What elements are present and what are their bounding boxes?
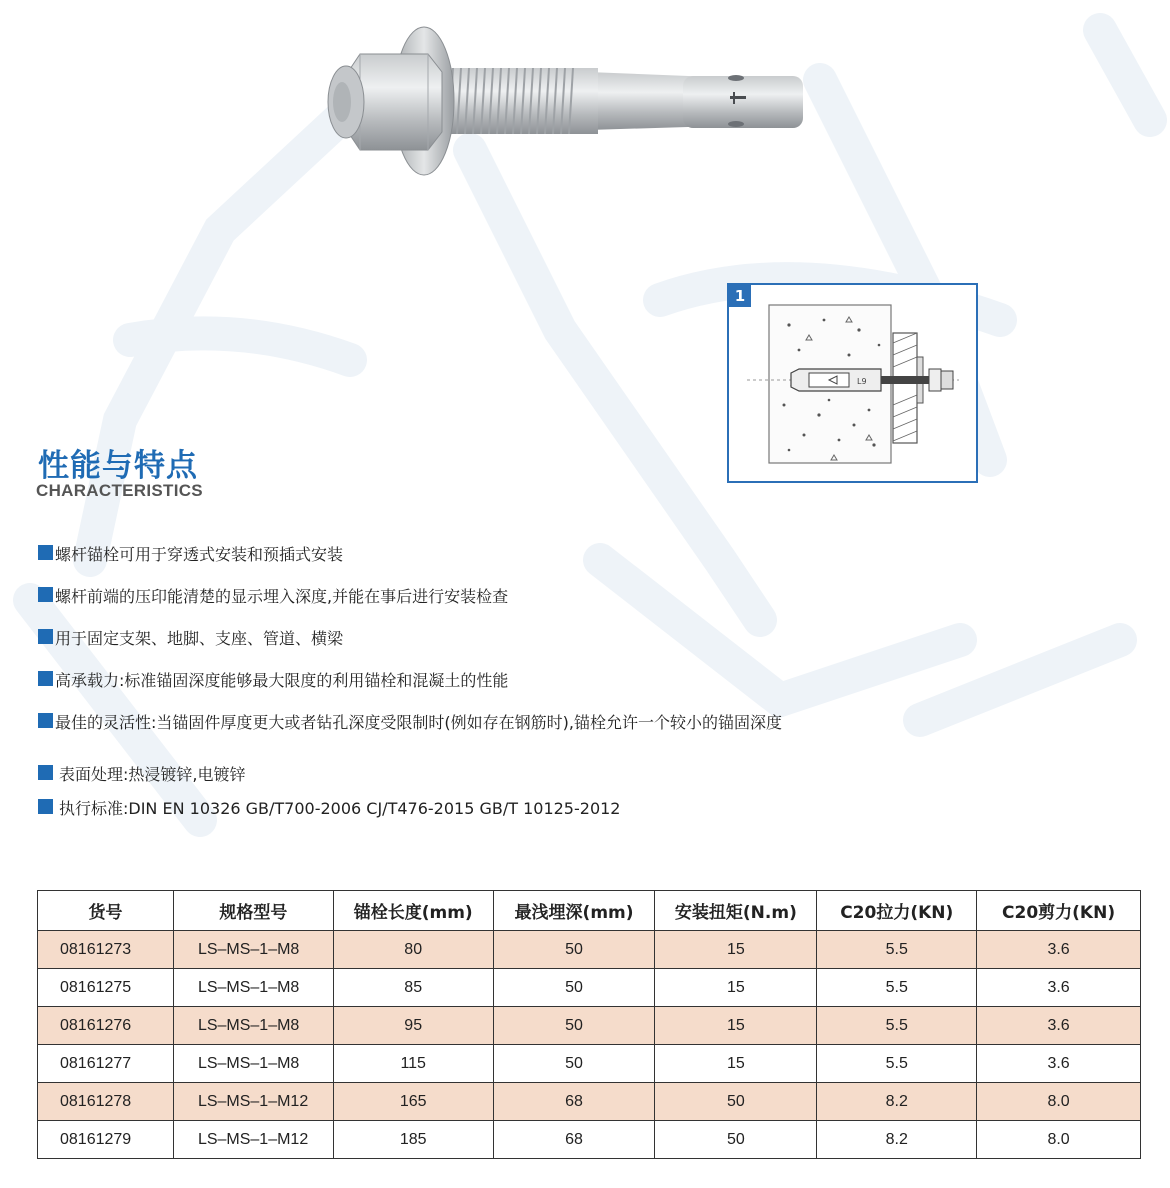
cell-model: LS–MS–1–M12 bbox=[173, 1121, 333, 1159]
cell-torque: 50 bbox=[655, 1121, 817, 1159]
standard-note: 执行标准:DIN EN 10326 GB/T700-2006 CJ/T476-2015 GB/T 10125-2012 bbox=[38, 796, 620, 830]
cell-tension: 5.5 bbox=[817, 1045, 977, 1083]
bullet-square-icon bbox=[38, 587, 53, 602]
table-row bbox=[38, 1045, 1141, 1083]
cell-item-no: 08161278 bbox=[38, 1083, 174, 1121]
cell-item-no: 08161275 bbox=[38, 969, 174, 1007]
header-item-no: 货号 bbox=[38, 891, 174, 931]
header-length: 锚栓长度(mm) bbox=[333, 891, 493, 931]
cell-item-no: 08161276 bbox=[38, 1007, 174, 1045]
cell-model: LS–MS–1–M8 bbox=[173, 931, 333, 969]
bullet-square-icon bbox=[38, 799, 53, 814]
header-torque: 安装扭矩(N.m) bbox=[655, 891, 817, 931]
cell-tension: 5.5 bbox=[817, 1007, 977, 1045]
surface-treatment-note: 表面处理:热浸镀锌,电镀锌 bbox=[38, 762, 620, 796]
cell-length: 95 bbox=[333, 1007, 493, 1045]
cell-min-depth: 68 bbox=[493, 1121, 655, 1159]
cell-min-depth: 50 bbox=[493, 1007, 655, 1045]
cell-tension: 5.5 bbox=[817, 931, 977, 969]
cell-item-no: 08161273 bbox=[38, 931, 174, 969]
bullet-square-icon bbox=[38, 713, 53, 728]
installation-diagram bbox=[727, 283, 978, 483]
header-min-depth: 最浅埋深(mm) bbox=[493, 891, 655, 931]
table-row bbox=[38, 1083, 1141, 1121]
marker-label: L9 bbox=[857, 377, 867, 386]
cell-torque: 15 bbox=[655, 1007, 817, 1045]
feature-item: 最佳的灵活性:当锚固件厚度更大或者钻孔深度受限制时(例如存在钢筋时),锚栓允许一个较小的锚固深度 bbox=[38, 710, 782, 752]
cell-min-depth: 50 bbox=[493, 969, 655, 1007]
cell-shear: 8.0 bbox=[977, 1121, 1141, 1159]
cell-model: LS–MS–1–M8 bbox=[173, 969, 333, 1007]
cell-model: LS–MS–1–M8 bbox=[173, 1007, 333, 1045]
cell-length: 165 bbox=[333, 1083, 493, 1121]
cell-torque: 15 bbox=[655, 931, 817, 969]
cell-tension: 5.5 bbox=[817, 969, 977, 1007]
bullet-square-icon bbox=[38, 671, 53, 686]
bullet-square-icon bbox=[38, 765, 53, 780]
cell-length: 185 bbox=[333, 1121, 493, 1159]
spec-table bbox=[37, 890, 1141, 1159]
table-row bbox=[38, 969, 1141, 1007]
bullet-square-icon bbox=[38, 545, 53, 560]
cell-item-no: 08161277 bbox=[38, 1045, 174, 1083]
feature-item: 用于固定支架、地脚、支座、管道、横梁 bbox=[38, 626, 782, 668]
section-subtitle: CHARACTERISTICS bbox=[36, 481, 203, 500]
cell-shear: 3.6 bbox=[977, 969, 1141, 1007]
cell-shear: 8.0 bbox=[977, 1083, 1141, 1121]
cell-shear: 3.6 bbox=[977, 931, 1141, 969]
features-list bbox=[38, 542, 782, 752]
cell-torque: 15 bbox=[655, 969, 817, 1007]
cell-torque: 50 bbox=[655, 1083, 817, 1121]
table-row bbox=[38, 1121, 1141, 1159]
cell-shear: 3.6 bbox=[977, 1045, 1141, 1083]
cell-item-no: 08161279 bbox=[38, 1121, 174, 1159]
cell-model: LS–MS–1–M12 bbox=[173, 1083, 333, 1121]
anchor-bolt-image bbox=[318, 20, 818, 190]
installation-drawing bbox=[729, 285, 980, 485]
bullet-square-icon bbox=[38, 629, 53, 644]
cell-tension: 8.2 bbox=[817, 1083, 977, 1121]
cell-min-depth: 68 bbox=[493, 1083, 655, 1121]
cell-tension: 8.2 bbox=[817, 1121, 977, 1159]
header-shear: C20剪力(KN) bbox=[977, 891, 1141, 931]
feature-item: 螺杆锚栓可用于穿透式安装和预插式安装 bbox=[38, 542, 782, 584]
table-row bbox=[38, 1007, 1141, 1045]
cell-length: 80 bbox=[333, 931, 493, 969]
feature-item: 螺杆前端的压印能清楚的显示埋入深度,并能在事后进行安装检查 bbox=[38, 584, 782, 626]
header-model: 规格型号 bbox=[173, 891, 333, 931]
spec-notes-list bbox=[38, 762, 620, 830]
table-row bbox=[38, 931, 1141, 969]
cell-min-depth: 50 bbox=[493, 1045, 655, 1083]
cell-length: 85 bbox=[333, 969, 493, 1007]
cell-shear: 3.6 bbox=[977, 1007, 1141, 1045]
header-tension: C20拉力(KN) bbox=[817, 891, 977, 931]
table-header-row bbox=[38, 891, 1141, 931]
section-title: 性能与特点 bbox=[38, 448, 198, 484]
cell-model: LS–MS–1–M8 bbox=[173, 1045, 333, 1083]
cell-torque: 15 bbox=[655, 1045, 817, 1083]
cell-min-depth: 50 bbox=[493, 931, 655, 969]
feature-item: 高承载力:标准锚固深度能够最大限度的利用锚栓和混凝土的性能 bbox=[38, 668, 782, 710]
cell-length: 115 bbox=[333, 1045, 493, 1083]
diagram-number-badge: 1 bbox=[729, 285, 751, 307]
